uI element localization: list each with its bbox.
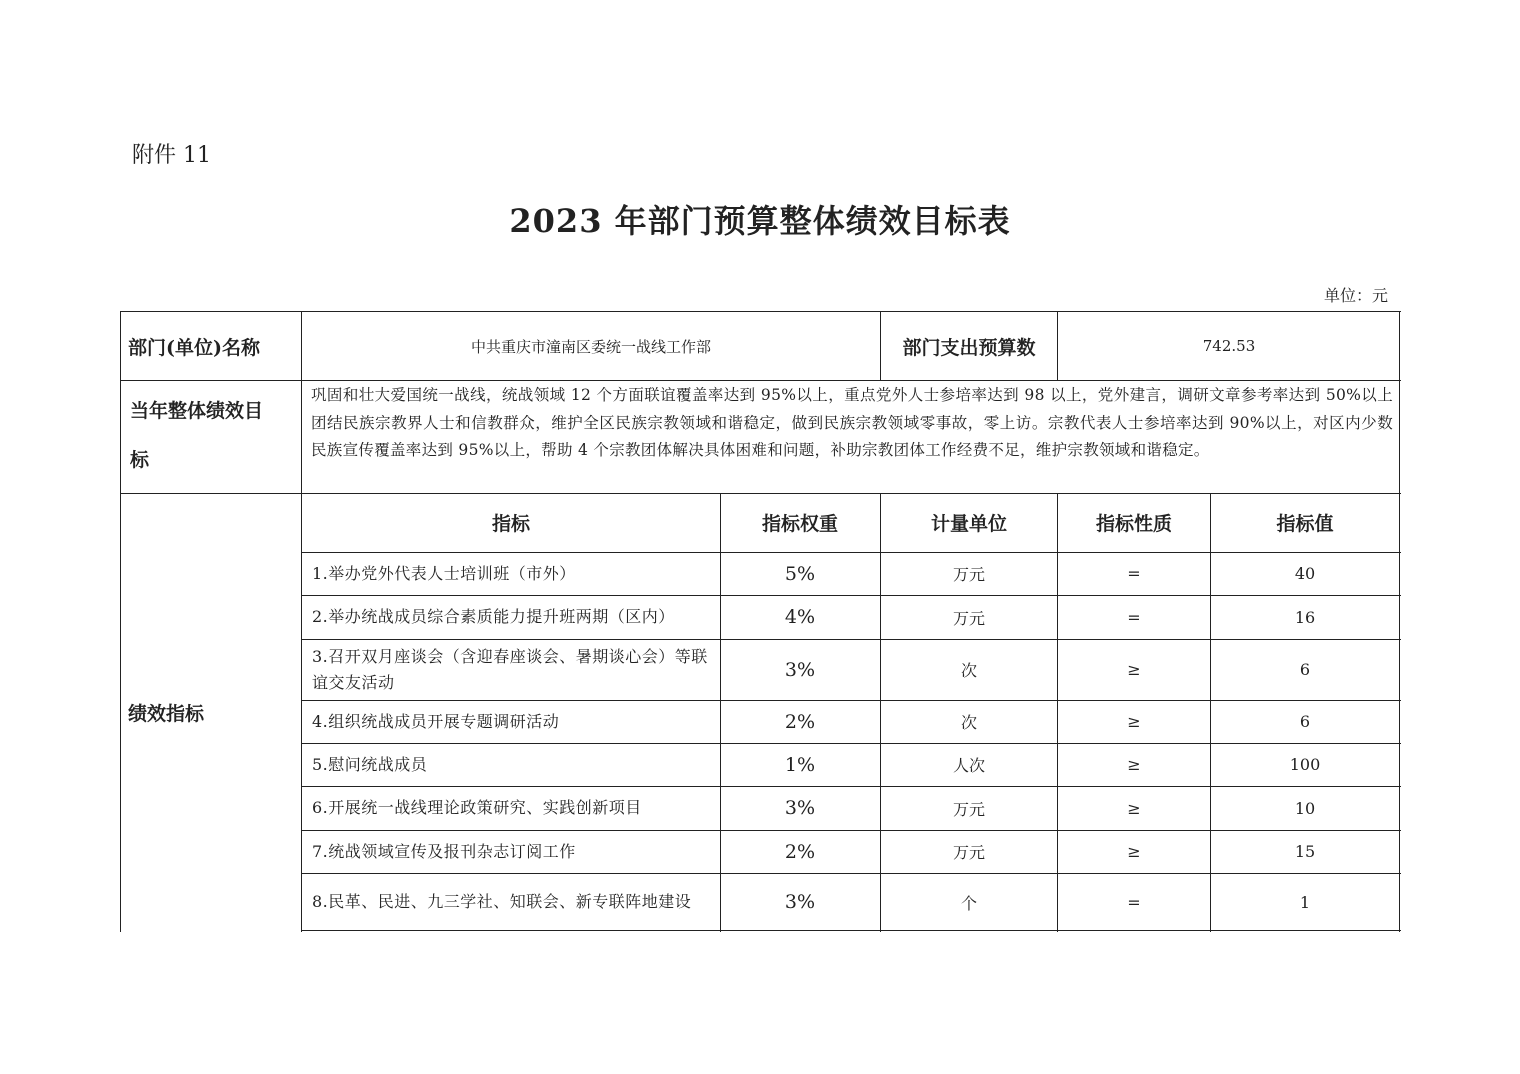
table-rule: [720, 493, 721, 932]
indicator-7-nature: ≥: [1127, 842, 1141, 861]
indicator-7-name: 7.统战领域宣传及报刊杂志订阅工作: [312, 841, 576, 861]
dept-name-label: 部门(单位)名称: [128, 336, 260, 359]
indicator-5-value: 100: [1289, 755, 1321, 774]
dept-name-value: 中共重庆市潼南区委统一战线工作部: [470, 337, 711, 356]
table-rule: [301, 930, 1401, 931]
header-nature: 指标性质: [1095, 513, 1172, 535]
indicator-5-nature: ≥: [1127, 755, 1141, 774]
table-rule: [880, 493, 881, 932]
indicator-8-unit: 个: [960, 893, 977, 913]
indicator-4-nature: ≥: [1127, 712, 1141, 731]
table-rule: [301, 743, 1401, 744]
table-rule: [1210, 493, 1211, 932]
indicator-4-unit: 次: [960, 713, 977, 732]
table-rule: [301, 552, 1401, 553]
table-rule: [301, 873, 1401, 874]
indicator-3-value: 6: [1299, 660, 1311, 679]
indicator-7-weight: 2%: [784, 840, 816, 863]
table-rule: [301, 786, 1401, 787]
indicator-3-name: 3.召开双月座谈会（含迎春座谈会、暑期谈心会）等联谊交友活动: [312, 646, 708, 692]
indicator-1-value: 40: [1294, 564, 1316, 583]
indicator-4-weight: 2%: [784, 710, 816, 733]
header-value: 指标值: [1276, 513, 1334, 535]
goal-text: 巩固和壮大爱国统一战线，统战领域 12 个方面联谊覆盖率达到 95%以上，重点党外人士参培率达到 98 以上，党外建言，调研文章参考率达到 50%以上团结民族宗教界人士和信教群众，维护全区民族宗教领域和谐稳定，做到民族宗教领域零事故，零上访。宗教代表人士参培率达到 90%以上，对区内少数民族宣传覆盖率达到 95%以上，帮助 4 个宗教团体解决具体困难和问题，补助宗教团体工作经费不足，维护宗教领域和谐稳定。: [311, 386, 1393, 459]
indicator-2-unit: 万元: [952, 608, 985, 628]
indicator-6-weight: 3%: [784, 797, 816, 819]
indicator-2-nature: =: [1127, 607, 1141, 627]
indicator-2-name: 2.举办统战成员综合素质能力提升班两期（区内）: [312, 607, 675, 626]
indicator-5-weight: 1%: [784, 753, 816, 776]
table-rule: [120, 493, 1401, 494]
indicator-8-value: 1: [1299, 892, 1311, 912]
indicator-4-name: 4.组织统战成员开展专题调研活动: [312, 711, 560, 731]
table-rule: [120, 380, 1401, 381]
indicator-8-name: 8.民革、民进、九三学社、知联会、新专联阵地建设: [312, 892, 692, 911]
budget-value: 742.53: [1202, 337, 1256, 355]
indicator-6-name: 6.开展统一战线理论政策研究、实践创新项目: [312, 798, 642, 817]
table-rule: [880, 311, 881, 381]
goal-label: 当年整体绩效目 标: [130, 400, 264, 471]
table-rule: [1057, 311, 1058, 381]
table-rule: [1399, 311, 1400, 932]
unit-label: 单位：元: [1323, 286, 1388, 305]
indicator-8-nature: =: [1127, 892, 1141, 912]
table-rule: [301, 595, 1401, 596]
indicator-1-nature: =: [1127, 564, 1141, 583]
indicator-6-unit: 万元: [952, 799, 985, 819]
indicator-2-value: 16: [1294, 607, 1316, 627]
indicator-3-nature: ≥: [1127, 660, 1141, 679]
indicator-5-name: 5.慰问统战成员: [312, 754, 428, 774]
table-rule: [301, 311, 302, 932]
indicator-6-nature: ≥: [1127, 798, 1141, 818]
header-unit: 计量单位: [930, 513, 1007, 535]
indicator-1-weight: 5%: [784, 562, 816, 585]
header-weight: 指标权重: [761, 513, 838, 535]
table-rule: [301, 830, 1401, 831]
header-indicator: 指标: [491, 513, 530, 535]
indicator-3-unit: 次: [960, 661, 977, 680]
table-rule: [301, 639, 1401, 640]
budget-label: 部门支出预算数: [902, 336, 1036, 359]
page-title: 2023 年部门预算整体绩效目标表: [509, 202, 1011, 240]
indicator-1-unit: 万元: [952, 565, 985, 584]
table-rule: [301, 700, 1401, 701]
indicator-2-weight: 4%: [784, 606, 816, 628]
table-rule: [120, 311, 121, 932]
indicator-1-name: 1.举办党外代表人士培训班（市外）: [312, 563, 576, 583]
indicator-3-weight: 3%: [784, 658, 816, 681]
table-rule: [120, 311, 1401, 312]
indicator-4-value: 6: [1299, 712, 1311, 731]
indicator-7-unit: 万元: [952, 843, 985, 862]
indicator-6-value: 10: [1294, 798, 1316, 818]
indicator-7-value: 15: [1294, 842, 1316, 861]
performance-indicators-label: 绩效指标: [128, 702, 205, 725]
indicator-8-weight: 3%: [784, 891, 816, 913]
indicator-5-unit: 人次: [952, 756, 985, 775]
attachment-label: 附件 11: [132, 143, 211, 168]
table-rule: [1057, 493, 1058, 932]
